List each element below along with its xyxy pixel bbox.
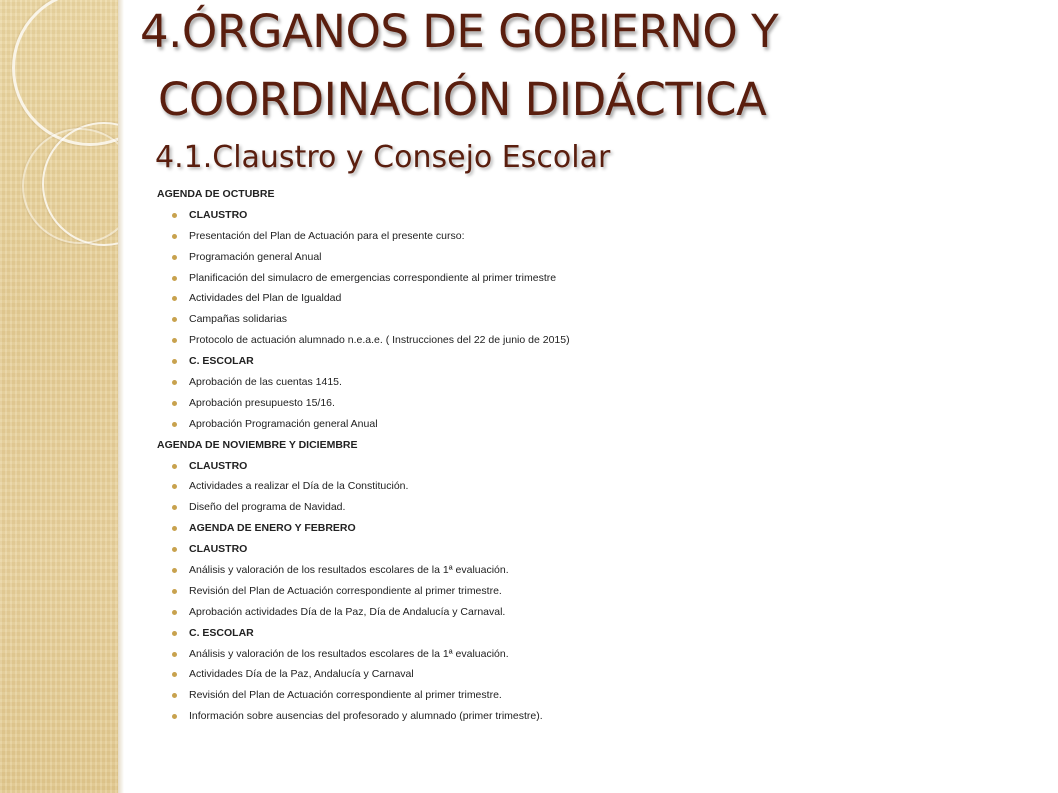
agenda-line-text: Aprobación de las cuentas 1415. xyxy=(189,376,342,389)
agenda-list-item xyxy=(155,226,1035,247)
agenda-line-text: Información sobre ausencias del profesorado y alumnado (primer trimestre). xyxy=(189,710,543,723)
agenda-list-item xyxy=(155,268,1035,289)
bullet-icon xyxy=(172,672,177,677)
agenda-line-text: CLAUSTRO xyxy=(189,543,248,556)
agenda-line-text: Actividades a realizar el Día de la Constitución. xyxy=(189,480,409,493)
agenda-list-item xyxy=(155,330,1035,351)
bullet-icon xyxy=(172,464,177,469)
agenda-list-item xyxy=(155,581,1035,602)
bullet-icon xyxy=(172,380,177,385)
bullet-icon xyxy=(172,276,177,281)
agenda-line-text: Planificación del simulacro de emergencias correspondiente al primer trimestre xyxy=(189,271,557,284)
bullet-icon xyxy=(172,505,177,510)
agenda-line-text: Diseño del programa de Navidad. xyxy=(189,501,346,514)
agenda-line-text: Análisis y valoración de los resultados escolares de la 1ª evaluación. xyxy=(189,564,509,577)
agenda-line-text: C. ESCOLAR xyxy=(189,355,254,368)
agenda-line-text: Actividades Día de la Paz, Andalucía y Carnaval xyxy=(189,668,414,681)
bullet-icon xyxy=(172,693,177,698)
agenda-line-text: Presentación del Plan de Actuación para el presente curso: xyxy=(189,229,465,242)
agenda-line-text: Campañas solidarias xyxy=(189,313,288,326)
bullet-icon xyxy=(172,401,177,406)
agenda-subheading xyxy=(155,456,1035,477)
agenda-line-text: Actividades del Plan de Igualdad xyxy=(189,292,342,305)
agenda-subheading xyxy=(155,623,1035,644)
agenda-line-text: CLAUSTRO xyxy=(189,459,248,472)
agenda-list-item xyxy=(155,288,1035,309)
agenda-line-text: C. ESCOLAR xyxy=(189,626,254,639)
bullet-icon xyxy=(172,526,177,531)
bullet-icon xyxy=(172,359,177,364)
agenda-subheading xyxy=(155,205,1035,226)
agenda-section-heading xyxy=(155,184,1035,205)
agenda-list-item xyxy=(155,247,1035,268)
agenda-list-item xyxy=(155,685,1035,706)
bullet-icon xyxy=(172,714,177,719)
agenda-line-text: Revisión del Plan de Actuación correspondiente al primer trimestre. xyxy=(189,584,502,597)
bullet-icon xyxy=(172,610,177,615)
agenda-line-text: AGENDA DE ENERO Y FEBRERO xyxy=(189,522,356,535)
decorative-side-panel xyxy=(0,0,118,793)
agenda-line-text: AGENDA DE NOVIEMBRE Y DICIEMBRE xyxy=(157,438,358,451)
agenda-line-text: AGENDA DE OCTUBRE xyxy=(157,188,275,200)
agenda-line-text: CLAUSTRO xyxy=(189,208,248,221)
agenda-list-item xyxy=(155,372,1035,393)
bullet-icon xyxy=(172,589,177,594)
agenda-line-text: Análisis y valoración de los resultados escolares de la 1ª evaluación. xyxy=(189,647,509,660)
bullet-icon xyxy=(172,484,177,489)
title-line-2: COORDINACIÓN DIDÁCTICA xyxy=(158,73,767,126)
agenda-subheading xyxy=(155,351,1035,372)
agenda-line-text: Aprobación actividades Día de la Paz, Día de Andalucía y Carnaval. xyxy=(189,605,506,618)
bullet-icon xyxy=(172,213,177,218)
bullet-icon xyxy=(172,652,177,657)
bullet-icon xyxy=(172,234,177,239)
bullet-icon xyxy=(172,317,177,322)
agenda-list-item xyxy=(155,560,1035,581)
agenda-line-text: Programación general Anual xyxy=(189,250,322,263)
agenda-list-item xyxy=(155,602,1035,623)
agenda-subheading xyxy=(155,539,1035,560)
bullet-icon xyxy=(172,631,177,636)
agenda-content xyxy=(155,184,1035,727)
bullet-icon xyxy=(172,338,177,343)
decorative-ring xyxy=(22,128,118,244)
agenda-list-item xyxy=(155,476,1035,497)
bullet-icon xyxy=(172,255,177,260)
agenda-list-item xyxy=(155,393,1035,414)
agenda-list xyxy=(155,184,1035,727)
agenda-section-heading xyxy=(155,435,1035,456)
agenda-list-item xyxy=(155,644,1035,665)
bullet-icon xyxy=(172,568,177,573)
agenda-list-item xyxy=(155,664,1035,685)
slide-subtitle: 4.1.Claustro y Consejo Escolar xyxy=(155,140,611,175)
side-panel-edge xyxy=(118,0,124,793)
agenda-list-item xyxy=(155,309,1035,330)
agenda-subheading xyxy=(155,518,1035,539)
bullet-icon xyxy=(172,547,177,552)
agenda-list-item xyxy=(155,414,1035,435)
title-line-1: 4.ÓRGANOS DE GOBIERNO Y xyxy=(140,5,779,58)
agenda-list-item xyxy=(155,706,1035,727)
bullet-icon xyxy=(172,296,177,301)
agenda-line-text: Aprobación presupuesto 15/16. xyxy=(189,396,335,409)
bullet-icon xyxy=(172,422,177,427)
agenda-line-text: Aprobación Programación general Anual xyxy=(189,417,378,430)
agenda-list-item xyxy=(155,497,1035,518)
agenda-line-text: Revisión del Plan de Actuación correspondiente al primer trimestre. xyxy=(189,689,502,702)
agenda-line-text: Protocolo de actuación alumnado n.e.a.e. ( Instrucciones del 22 de junio de 2015) xyxy=(189,334,570,347)
